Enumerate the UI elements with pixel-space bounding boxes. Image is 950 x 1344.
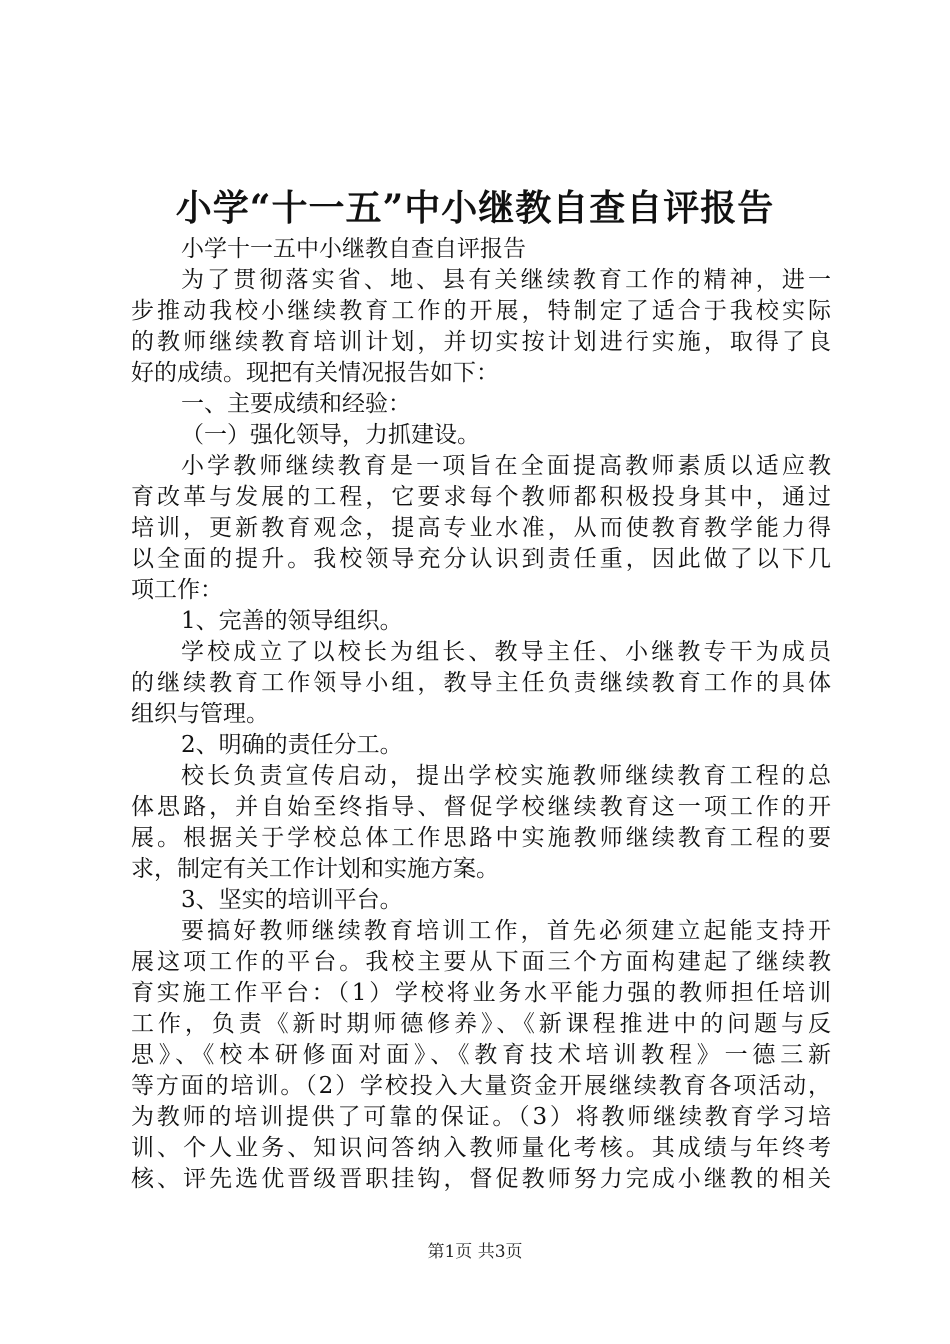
body-text-line: 训、个人业务、知识问答纳入教师量化考核。其成绩与年终考 (131, 1135, 831, 1161)
body-text-line: 2、明确的责任分工。 (181, 732, 403, 758)
page-footer: 第1页 共3页 (427, 1242, 523, 1262)
body-text-line: 展。根据关于学校总体工作思路中实施教师继续教育工程的要 (131, 825, 831, 851)
document-body (131, 234, 831, 1195)
document-title: 小学“十一五”中小继教自查自评报告 (175, 187, 775, 229)
body-text-line: 思》、《校本研修面对面》、《教育技术培训教程》一德三新 (131, 1042, 831, 1068)
body-text-line: 小学教师继续教育是一项旨在全面提高教师素质以适应教 (181, 453, 831, 479)
body-text-line: 项工作： (131, 577, 223, 603)
body-text-line: 的教师继续教育培训计划，并切实按计划进行实施，取得了良 (131, 329, 831, 355)
body-text-line: 为教师的培训提供了可靠的保证。（3）将教师继续教育学习培 (131, 1104, 831, 1130)
body-text-line: 培训，更新教育观念，提高专业水准，从而使教育教学能力得 (131, 515, 831, 541)
body-text-line: 3、坚实的培训平台。 (181, 887, 403, 913)
body-text-line: 一、主要成绩和经验： (181, 391, 411, 417)
body-text-line: 育实施工作平台：（1）学校将业务水平能力强的教师担任培训 (131, 980, 831, 1006)
body-text-line: 步推动我校小继续教育工作的开展，特制定了适合于我校实际 (131, 298, 831, 324)
body-text-line: 要搞好教师继续教育培训工作，首先必须建立起能支持开 (181, 918, 831, 944)
body-text-line: 求，制定有关工作计划和实施方案。 (131, 856, 499, 882)
body-text-line: 1、完善的领导组织。 (181, 608, 403, 634)
body-text-line: 展这项工作的平台。我校主要从下面三个方面构建起了继续教 (131, 949, 831, 975)
body-text-line: 体思路，并自始至终指导、督促学校继续教育这一项工作的开 (131, 794, 831, 820)
body-text-line: 好的成绩。现把有关情况报告如下： (131, 360, 499, 386)
body-text-line: 育改革与发展的工程，它要求每个教师都积极投身其中，通过 (131, 484, 831, 510)
body-text-line: 等方面的培训。（2）学校投入大量资金开展继续教育各项活动， (131, 1073, 831, 1099)
body-text-line: 的继续教育工作领导小组，教导主任负责继续教育工作的具体 (131, 670, 831, 696)
body-text-line: 为了贯彻落实省、地、县有关继续教育工作的精神，进一 (181, 267, 831, 293)
body-text-line: 工作，负责《新时期师德修养》、《新课程推进中的问题与反 (131, 1011, 831, 1037)
body-text-line: 组织与管理。 (131, 701, 269, 727)
body-text-line: 核、评先选优晋级晋职挂钩，督促教师努力完成小继教的相关 (131, 1166, 831, 1192)
body-text-line: 校长负责宣传启动，提出学校实施教师继续教育工程的总 (181, 763, 831, 789)
body-text-line: （一）强化领导，力抓建设。 (181, 422, 480, 448)
body-text-line: 小学十一五中小继教自查自评报告 (181, 236, 526, 262)
body-text-line: 以全面的提升。我校领导充分认识到责任重，因此做了以下几 (131, 546, 831, 572)
body-text-line: 学校成立了以校长为组长、教导主任、小继教专干为成员 (181, 639, 831, 665)
